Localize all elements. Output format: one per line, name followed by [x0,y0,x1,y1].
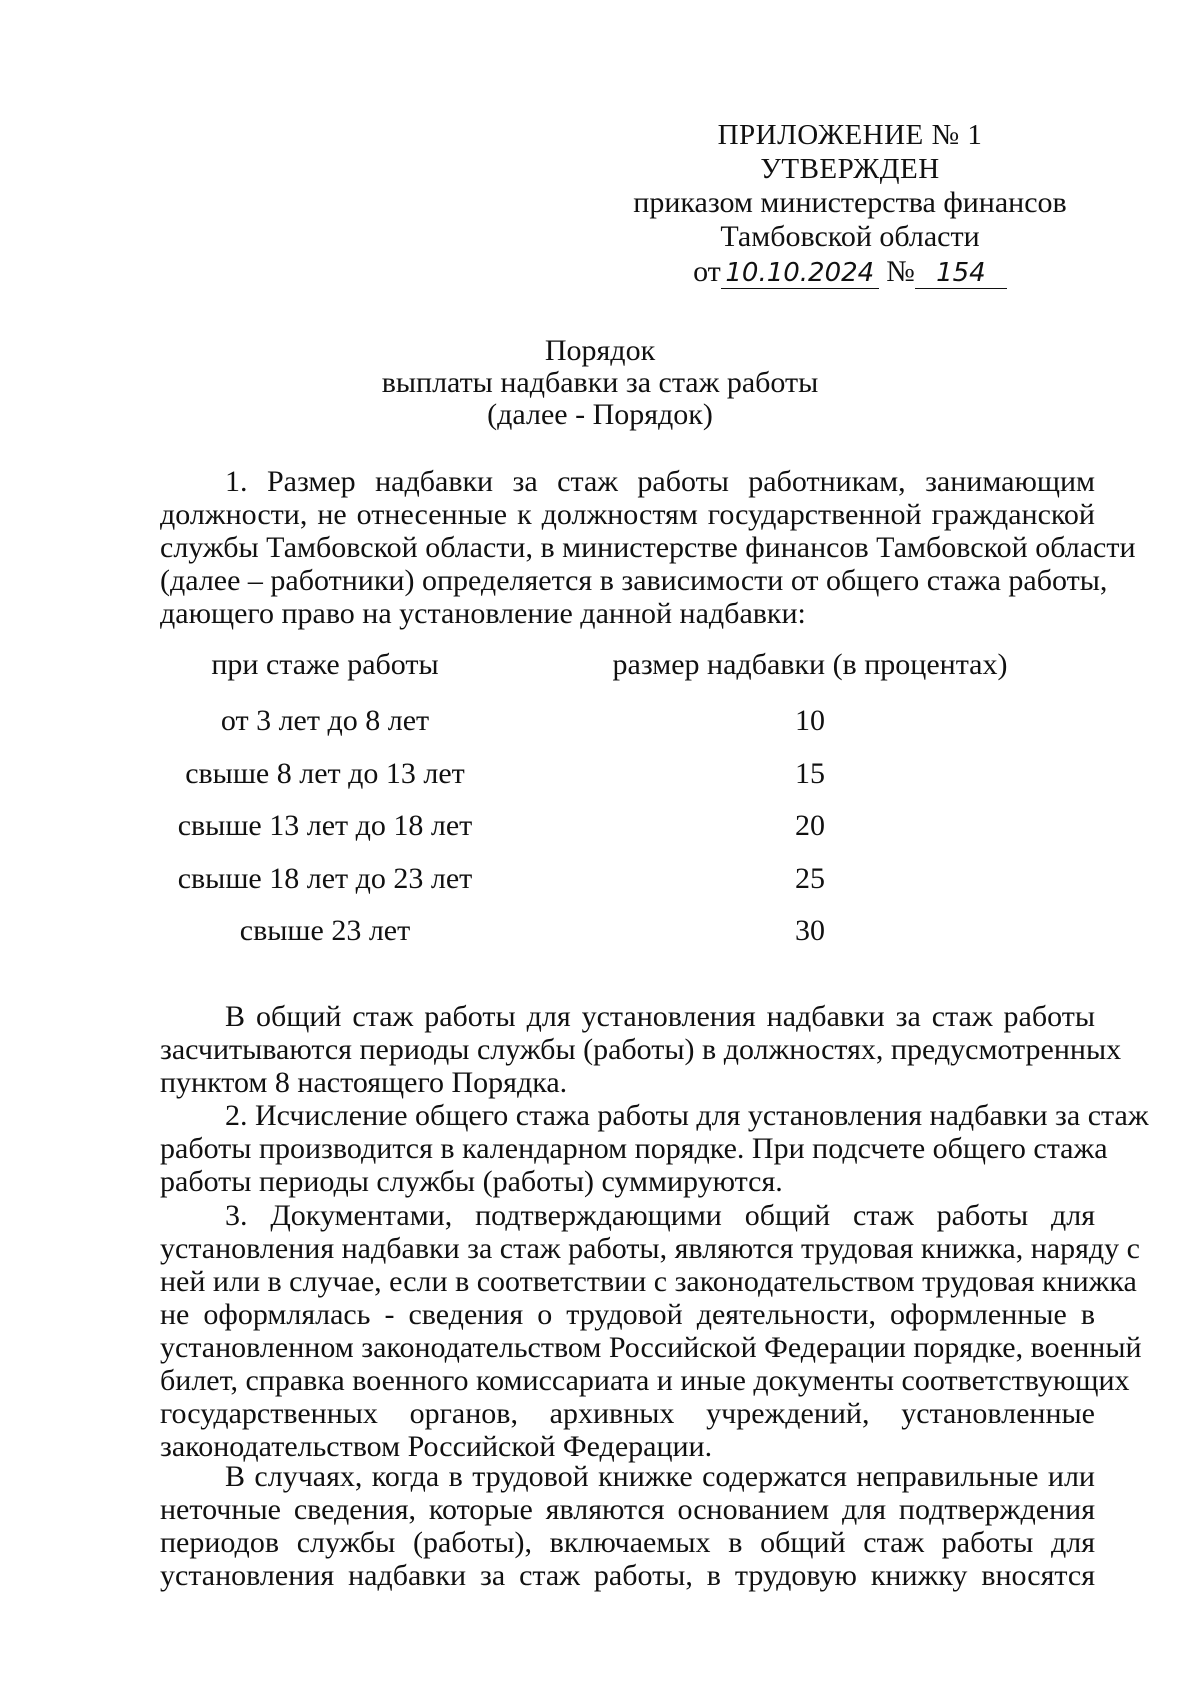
column-header-percent: размер надбавки (в процентах) [612,648,1008,681]
paragraph-line: государственных органов, архивных учреждений, установленные [160,1397,1095,1430]
paragraph-line: билет, справка военного комиссариата и иные документы соответствующих [160,1364,1130,1397]
table-row [160,914,1095,967]
title-line-1: Порядок [544,334,656,367]
bonus-percent: 20 [795,809,825,842]
paragraph-line: работы периоды службы (работы) суммируются. [160,1165,783,1198]
approved-label: УТВЕРЖДЕН [760,153,940,185]
handwritten-date: 10.10.2024 [721,258,879,289]
document-title [0,335,1200,431]
paragraph-line: (далее – работники) определяется в зависимости от общего стажа работы, [160,564,1108,597]
experience-period: свыше 13 лет до 18 лет [177,809,473,842]
approval-header [620,118,1080,289]
paragraph-corrections [160,1460,1095,1592]
bonus-percent: 25 [795,861,825,895]
region-label: Тамбовской области [720,220,980,253]
order-label: приказом министерства финансов [633,186,1067,219]
table-header-row [160,648,1095,704]
paragraph-3 [160,1199,1142,1463]
experience-period: свыше 23 лет [239,914,411,947]
paragraph-line: пунктом 8 настоящего Порядка. [160,1066,568,1099]
paragraph-line: В общий стаж работы для установления надбавки за стаж работы [225,1000,1095,1033]
bonus-percent: 15 [795,756,825,790]
table-row [160,862,1095,915]
paragraph-line: службы Тамбовской области, в министерстве финансов Тамбовской области [160,531,1136,564]
table-row [160,809,1095,862]
from-label: от [693,255,721,288]
appendix-label: ПРИЛОЖЕНИЕ № 1 [717,119,983,151]
paragraph-line: дающего право на установление данной надбавки: [160,597,806,630]
number-label: № [886,255,915,288]
paragraph-general-experience [160,1000,1122,1099]
paragraph-line: установленном законодательством Российской Федерации порядке, военный [160,1331,1142,1364]
column-header-experience: при стаже работы [211,648,439,681]
paragraph-line: 2. Исчисление общего стажа работы для установления надбавки за стаж [225,1099,1149,1132]
paragraph-line: должности, не отнесенные к должностям государственной гражданской [160,498,1095,531]
bonus-percent: 30 [795,914,825,947]
paragraph-line: не оформлялась - сведения о трудовой деятельности, оформленные в [160,1298,1095,1331]
paragraph-line: установления надбавки за стаж работы, в трудовую книжку вносятся [160,1559,1095,1592]
experience-period: свыше 18 лет до 23 лет [177,861,473,895]
table-row [160,704,1095,757]
paragraph-2 [160,1099,1149,1198]
paragraph-line: установления надбавки за стаж работы, являются трудовая книжка, наряду с [160,1232,1140,1265]
title-line-2: выплаты надбавки за стаж работы [381,366,819,399]
handwritten-number: 154 [915,258,1007,289]
paragraph-line: 3. Документами, подтверждающими общий стаж работы для [225,1199,1095,1232]
paragraph-1 [160,465,1136,630]
paragraph-line: ней или в случае, если в соответствии с законодательством трудовая книжка [160,1265,1137,1298]
title-line-3: (далее - Порядок) [487,398,713,431]
paragraph-line: законодательством Российской Федерации. [160,1430,713,1463]
paragraph-line: неточные сведения, которые являются основанием для подтверждения [160,1493,1095,1526]
paragraph-line: засчитываются периоды службы (работы) в должностях, предусмотренных [160,1033,1122,1066]
paragraph-line: работы производится в календарном порядке. При подсчете общего стажа [160,1132,1108,1165]
bonus-rate-table [160,648,1095,967]
bonus-percent: 10 [795,704,825,737]
order-date-line [620,255,1080,289]
experience-period: свыше 8 лет до 13 лет [185,756,465,790]
paragraph-line: В случаях, когда в трудовой книжке содержатся неправильные или [225,1460,1095,1493]
paragraph-line: 1. Размер надбавки за стаж работы работникам, занимающим [225,465,1095,498]
experience-period: от 3 лет до 8 лет [220,704,430,737]
table-row [160,757,1095,810]
paragraph-line: периодов службы (работы), включаемых в общий стаж работы для [160,1526,1095,1559]
